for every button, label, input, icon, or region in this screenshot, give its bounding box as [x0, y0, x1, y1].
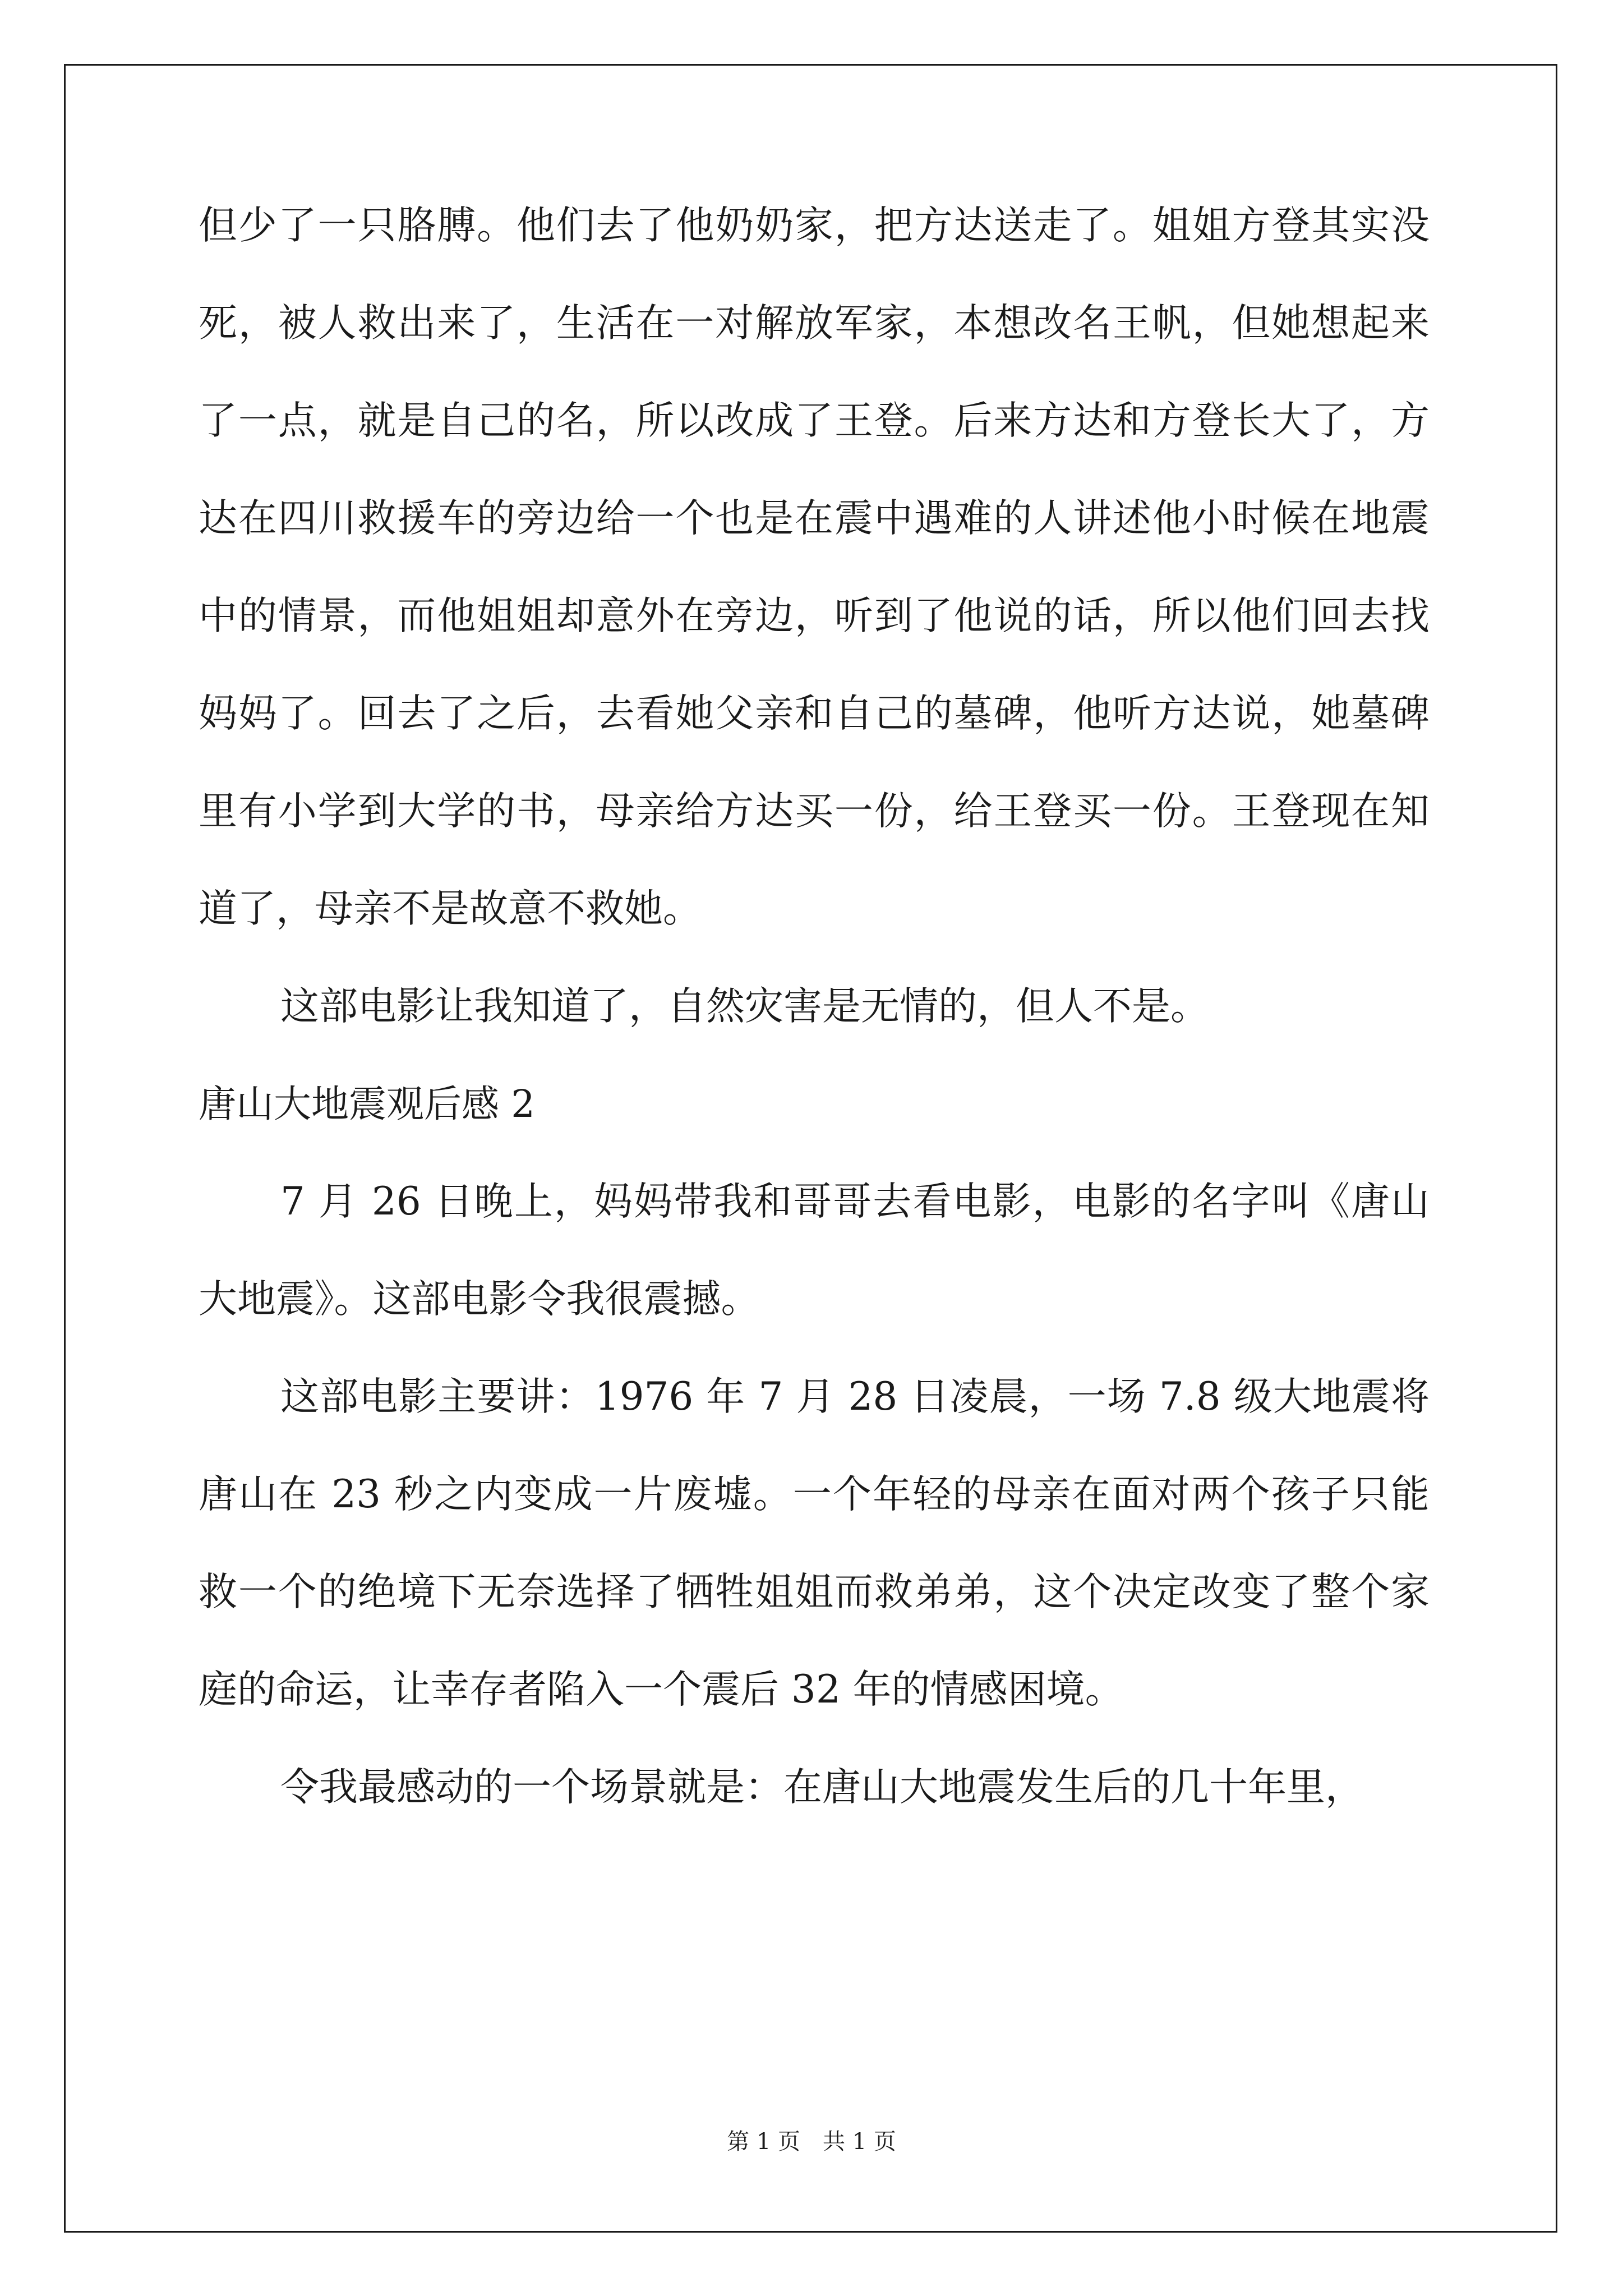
paragraph-2: 这部电影让我知道了，自然灾害是无情的，但人不是。 [280, 984, 1209, 1029]
paragraph-5: 令我最感动的一个场景就是：在唐山大地震发生后的几十年里， [280, 1765, 1364, 1810]
paragraph-4: 这部电影主要讲：1976 年 7 月 28 日凌晨，一场 7.8 级大地震将唐山在 23 秒之内变成一片废墟。一个年轻的母亲在面对两个孩子只能救一个的绝境下无奈选择了牺牲姐姐而救弟弟，这个决定改变了整个家庭的命运，让幸存者陷入一个震后 32 年的情感困境。 [199, 1374, 1430, 1712]
paragraph-1: 但少了一只胳膊。他们去了他奶奶家，把方达送走了。姐姐方登其实没死，被人救出来了，生活在一对解放军家，本想改名王帆，但她想起来了一点，就是自己的名，所以改成了王登。后来方达和方登长大了，方达在四川救援车的旁边给一个也是在震中遇难的人讲述他小时候在地震中的情景，而他姐姐却意外在旁边，听到了他说的话，所以他们回去找妈妈了。回去了之后，去看她父亲和自己的墓碑，他听方达说，她墓碑里有小学到大学的书，母亲给方达买一份，给王登买一份。王登现在知道了，母亲不是故意不救她。 [199, 203, 1430, 931]
document-body [199, 177, 1430, 1836]
page-number-label: 第 1 页 共 1 页 [727, 2129, 896, 2155]
paragraph-3: 7 月 26 日晚上，妈妈带我和哥哥去看电影，电影的名字叫《唐山大地震》。这部电影令我很震撼。 [199, 1179, 1430, 1322]
section-heading: 唐山大地震观后感 2 [199, 1082, 535, 1126]
page-footer [0, 2125, 1623, 2159]
